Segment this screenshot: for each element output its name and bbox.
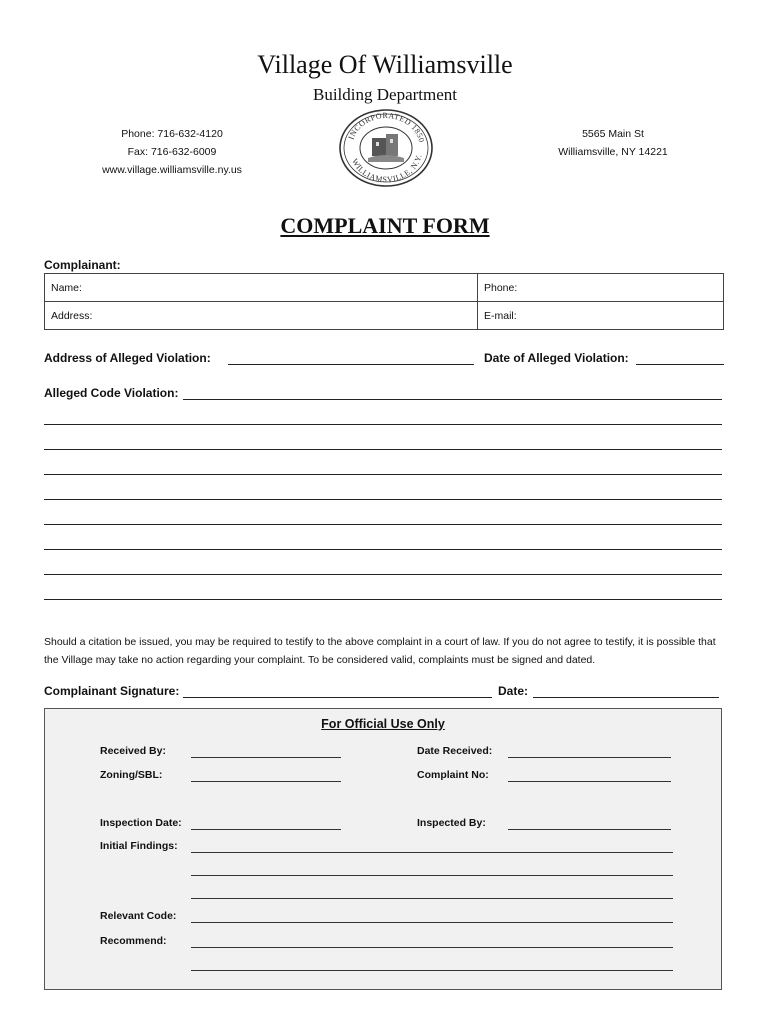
- violation-line[interactable]: [44, 424, 722, 425]
- complainant-table: [44, 273, 724, 330]
- signature-date-input[interactable]: [533, 697, 719, 698]
- violation-line[interactable]: [44, 574, 722, 575]
- zoning-input[interactable]: [191, 781, 341, 782]
- code-violation-input[interactable]: [183, 399, 722, 400]
- initial-findings-label: Initial Findings:: [100, 840, 178, 852]
- address-label: Address:: [51, 309, 93, 322]
- complaint-no-input[interactable]: [508, 781, 671, 782]
- village-title: Village Of Williamsville: [257, 50, 513, 79]
- recommend-input[interactable]: [191, 970, 673, 971]
- violation-date-input[interactable]: [636, 364, 724, 365]
- violation-address-input[interactable]: [228, 364, 474, 365]
- code-violation-label: Alleged Code Violation:: [44, 386, 179, 400]
- inspection-date-label: Inspection Date:: [100, 817, 182, 829]
- findings-input[interactable]: [191, 898, 673, 899]
- phone-field[interactable]: [478, 274, 724, 302]
- relevant-code-input[interactable]: [191, 922, 673, 923]
- date-received-input[interactable]: [508, 757, 671, 758]
- recommend-label: Recommend:: [100, 935, 167, 947]
- recommend-input[interactable]: [191, 947, 673, 948]
- inspection-date-input[interactable]: [191, 829, 341, 830]
- official-use-box: [44, 708, 722, 990]
- relevant-code-label: Relevant Code:: [100, 910, 177, 922]
- email-label: E-mail:: [484, 309, 517, 322]
- signature-input[interactable]: [183, 697, 492, 698]
- zoning-label: Zoning/SBL:: [100, 769, 163, 781]
- complaint-no-label: Complaint No:: [417, 769, 489, 781]
- name-field[interactable]: [45, 274, 478, 302]
- village-seal: [338, 108, 434, 188]
- street-address: 5565 Main St: [582, 128, 644, 140]
- violation-line[interactable]: [44, 549, 722, 550]
- website-link[interactable]: www.village.williamsville.ny.us: [102, 164, 242, 176]
- inspected-by-label: Inspected By:: [417, 817, 486, 829]
- violation-line[interactable]: [44, 599, 722, 600]
- violation-line[interactable]: [44, 474, 722, 475]
- violation-line[interactable]: [44, 499, 722, 500]
- seal-bottom-text: WILLIAMSVILLE, N.Y.: [349, 153, 424, 185]
- phone-text: Phone: 716-632-4120: [121, 128, 223, 140]
- date-received-label: Date Received:: [417, 745, 493, 757]
- form-heading: COMPLAINT FORM: [280, 213, 490, 238]
- name-label: Name:: [51, 281, 82, 294]
- department-subtitle: Building Department: [312, 85, 457, 104]
- findings-input[interactable]: [191, 852, 673, 853]
- fax-text: Fax: 716-632-6009: [127, 146, 217, 158]
- testify-notice: Should a citation be issued, you may be required to testify to the above complaint in a court of law. If you do not agree to testify, it is possible that the Village may take no action regarding your complaint. To be considered valid, complaints must be signed and dated.: [44, 636, 716, 666]
- violation-address-label: Address of Alleged Violation:: [44, 351, 211, 365]
- inspected-by-input[interactable]: [508, 829, 671, 830]
- findings-input[interactable]: [191, 875, 673, 876]
- email-field[interactable]: [478, 302, 724, 330]
- signature-label: Complainant Signature:: [44, 684, 180, 698]
- city-address: Williamsville, NY 14221: [558, 146, 668, 158]
- violation-line[interactable]: [44, 449, 722, 450]
- address-field[interactable]: [45, 302, 478, 330]
- official-use-title: For Official Use Only: [321, 717, 445, 731]
- violation-date-label: Date of Alleged Violation:: [484, 351, 629, 365]
- contact-right: [528, 125, 698, 161]
- received-by-input[interactable]: [191, 757, 341, 758]
- complainant-label: Complainant:: [44, 258, 121, 272]
- seal-top-text: INCORPORATED 1850: [346, 110, 427, 144]
- received-by-label: Received By:: [100, 745, 166, 757]
- signature-date-label: Date:: [498, 684, 529, 698]
- violation-line[interactable]: [44, 524, 722, 525]
- contact-left: [72, 125, 272, 179]
- phone-label: Phone:: [484, 281, 518, 294]
